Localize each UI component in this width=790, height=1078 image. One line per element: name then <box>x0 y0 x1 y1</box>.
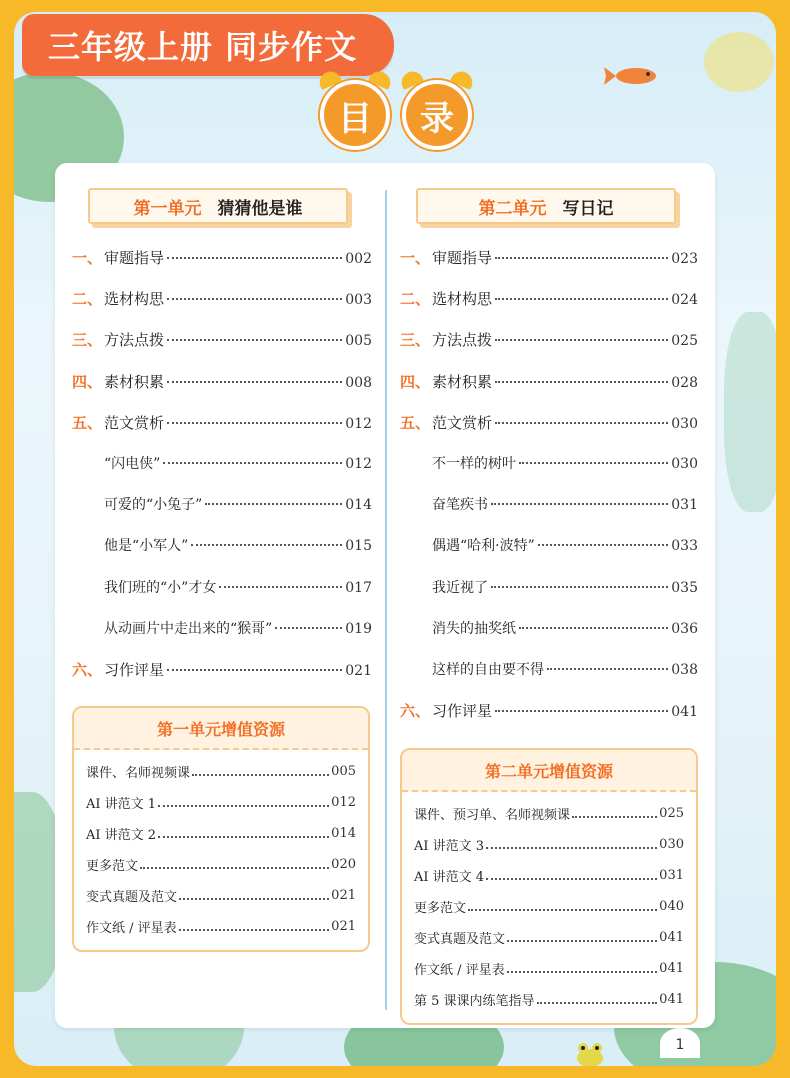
dot-leader <box>179 929 330 931</box>
toc-entry-number: 四、 <box>400 372 431 391</box>
toc-entry-label: 习作评星 <box>104 661 165 679</box>
dot-leader <box>537 1002 658 1004</box>
toc-entry[interactable] <box>400 700 698 722</box>
dot-leader <box>538 544 669 546</box>
unit-name: 写日记 <box>562 198 614 219</box>
toc-entry-page: 023 <box>671 251 698 267</box>
toc-entry[interactable] <box>72 535 372 557</box>
dot-leader <box>167 422 342 424</box>
toc-entry-label: 他是“小军人” <box>104 538 189 555</box>
toc-entry[interactable] <box>400 412 698 434</box>
toc-entry[interactable] <box>72 329 372 351</box>
resources-title: 第一单元增值资源 <box>74 708 368 750</box>
dot-leader <box>140 867 329 869</box>
resource-entry[interactable] <box>414 798 684 829</box>
toc-entry-label: 选材构思 <box>432 290 493 309</box>
toc-entry-page: 035 <box>671 579 698 596</box>
toc-entry-page: 003 <box>345 292 372 309</box>
toc-entry-label: 偶遇“哈利·波特” <box>432 538 535 555</box>
dot-leader <box>486 878 657 880</box>
resource-entry[interactable] <box>86 756 356 787</box>
dot-leader <box>167 339 342 341</box>
toc-entry-page: 002 <box>345 251 372 267</box>
dot-leader <box>219 586 342 588</box>
dot-leader <box>468 909 657 911</box>
dot-leader <box>486 847 657 849</box>
dot-leader <box>491 586 668 588</box>
toc-entry-page: 031 <box>671 497 698 514</box>
toc-entry-number: 二、 <box>400 290 431 309</box>
toc-entry[interactable] <box>72 618 372 640</box>
toc-entry[interactable] <box>400 494 698 516</box>
toc-entry-page: 036 <box>671 620 698 637</box>
toc-entry[interactable] <box>400 329 698 351</box>
toc-entry-label: 习作评星 <box>432 702 493 721</box>
toc-entry-label: 从动画片中走出来的“猴哥” <box>104 620 273 637</box>
dot-leader <box>158 805 329 807</box>
resource-page: 012 <box>331 795 356 810</box>
toc-entry-label: 选材构思 <box>104 290 165 309</box>
resource-entry[interactable] <box>86 911 356 942</box>
dot-leader <box>507 940 657 942</box>
resource-page: 021 <box>331 888 356 903</box>
toc-entry[interactable] <box>400 371 698 393</box>
resource-entry[interactable] <box>86 849 356 880</box>
resource-page: 021 <box>331 919 356 934</box>
toc-entry-page: 030 <box>671 456 698 472</box>
dot-leader <box>179 898 329 900</box>
toc-entry-label: 审题指导 <box>432 249 493 267</box>
resource-page: 041 <box>659 930 684 945</box>
resource-entry[interactable] <box>86 787 356 818</box>
toc-entry-page: 033 <box>671 538 698 555</box>
toc-entry-page: 014 <box>345 497 372 514</box>
dot-leader <box>158 836 329 838</box>
resource-label: 变式真题及范文 <box>86 890 178 905</box>
dot-leader <box>163 462 342 464</box>
dot-leader <box>495 381 668 383</box>
toc-entry-page: 012 <box>345 415 372 432</box>
resource-page: 020 <box>331 857 356 872</box>
dot-leader <box>205 503 342 505</box>
toc-entry[interactable] <box>72 288 372 310</box>
dot-leader <box>519 462 668 464</box>
lotus-leaf-decoration <box>724 312 776 512</box>
unit-number: 第二单元 <box>478 198 547 219</box>
dot-leader <box>507 971 658 973</box>
toc-entry-page: 021 <box>345 663 372 679</box>
toc-entry-number: 三、 <box>400 331 431 350</box>
unit-number: 第一单元 <box>133 198 202 219</box>
toc-entry-label: “闪电侠” <box>104 456 161 472</box>
toc-entry-page: 008 <box>345 374 372 391</box>
toc-entry-label: 可爱的“小兔子” <box>104 497 203 514</box>
resource-page: 040 <box>659 899 684 914</box>
resource-page: 041 <box>659 961 684 976</box>
resources-box <box>72 706 370 952</box>
alarm-clock-icon <box>402 80 472 150</box>
book-title-banner <box>22 14 394 76</box>
resource-label: AI 讲范文 1 <box>86 797 157 812</box>
resource-entry[interactable] <box>414 922 684 953</box>
dot-leader <box>192 774 329 776</box>
toc-entry-page: 038 <box>671 662 698 678</box>
resource-label: 课件、预习单、名师视频课 <box>414 808 571 823</box>
toc-entry[interactable] <box>400 453 698 475</box>
toc-entry[interactable] <box>400 618 698 640</box>
toc-entry-page: 041 <box>671 704 698 721</box>
resources-list <box>402 792 696 1023</box>
dot-leader <box>167 298 342 300</box>
unit-name: 猜猜他是谁 <box>217 198 303 219</box>
resources-box <box>400 748 698 1025</box>
toc-entry-page: 019 <box>345 620 372 637</box>
contents-title-char: 目 <box>338 98 372 139</box>
resource-label: AI 讲范文 3 <box>414 839 485 854</box>
toc-entry-page: 028 <box>671 374 698 391</box>
toc-entry-label: 审题指导 <box>104 249 165 267</box>
toc-entry-label: 这样的自由要不得 <box>432 662 544 678</box>
toc-entry-number: 五、 <box>72 413 103 432</box>
dot-leader <box>547 668 668 670</box>
resource-entry[interactable] <box>414 829 684 860</box>
resource-label: AI 讲范文 4 <box>414 870 485 885</box>
toc-entry-number: 六、 <box>72 661 103 679</box>
dot-leader <box>519 627 668 629</box>
toc-entry-label: 消失的抽奖纸 <box>432 620 516 637</box>
dot-leader <box>572 816 657 818</box>
toc-entry-label: 范文赏析 <box>432 413 493 432</box>
resource-page: 005 <box>331 764 356 779</box>
resources-title: 第二单元增值资源 <box>402 750 696 792</box>
resource-label: AI 讲范文 2 <box>86 828 157 843</box>
toc-entry-number: 五、 <box>400 413 431 432</box>
toc-entry-label: 方法点拨 <box>432 331 493 350</box>
dot-leader <box>495 710 668 712</box>
fish-icon <box>602 64 666 88</box>
toc-entry-label: 奋笔疾书 <box>432 497 488 514</box>
resource-label: 变式真题及范文 <box>414 932 506 947</box>
toc-entry[interactable] <box>72 247 372 269</box>
toc-entry-number: 一、 <box>72 249 103 267</box>
dot-leader <box>167 257 342 259</box>
toc-entry-page: 017 <box>345 579 372 596</box>
toc-entry-label: 素材积累 <box>432 372 493 391</box>
toc-entry[interactable] <box>72 412 372 434</box>
resource-entry[interactable] <box>414 860 684 891</box>
toc-entry[interactable] <box>400 577 698 599</box>
toc-entry[interactable] <box>72 494 372 516</box>
dot-leader <box>495 339 668 341</box>
toc-entry-page: 024 <box>671 292 698 309</box>
alarm-clock-icon <box>320 80 390 150</box>
resource-label: 更多范文 <box>414 901 467 916</box>
resource-page: 030 <box>659 837 684 852</box>
resource-entry[interactable] <box>414 953 684 984</box>
toc-entry[interactable] <box>72 453 372 475</box>
toc-entry-page: 015 <box>345 538 372 555</box>
toc-entry-number: 三、 <box>72 331 103 350</box>
dot-leader <box>491 503 668 505</box>
resource-page: 025 <box>659 806 684 821</box>
lotus-leaf-decoration <box>704 32 774 92</box>
toc-entry[interactable] <box>72 371 372 393</box>
unit-header <box>416 188 676 224</box>
dot-leader <box>191 544 342 546</box>
toc-entry[interactable] <box>400 659 698 681</box>
column-divider <box>385 190 387 1010</box>
frog-icon <box>574 1040 606 1066</box>
resource-entry[interactable] <box>414 891 684 922</box>
resource-entry[interactable] <box>86 818 356 849</box>
resource-entry[interactable] <box>414 984 684 1015</box>
toc-entry-label: 方法点拨 <box>104 331 165 350</box>
toc-entry-page: 012 <box>345 456 372 472</box>
toc-entry-number: 一、 <box>400 249 431 267</box>
dot-leader <box>495 298 668 300</box>
dot-leader <box>275 627 342 629</box>
dot-leader <box>167 381 342 383</box>
toc-entry-label: 范文赏析 <box>104 413 165 432</box>
resource-label: 第 5 课课内练笔指导 <box>414 994 535 1009</box>
dot-leader <box>495 257 668 259</box>
resource-label: 更多范文 <box>86 859 139 874</box>
toc-entry[interactable] <box>400 288 698 310</box>
resource-page: 031 <box>659 868 684 883</box>
toc-entry-label: 我近视了 <box>432 579 488 596</box>
book-title: 三年级上册 同步作文 <box>48 28 358 66</box>
toc-entry[interactable] <box>400 535 698 557</box>
dot-leader <box>167 669 342 671</box>
resources-list <box>74 750 368 950</box>
toc-entry[interactable] <box>400 247 698 269</box>
page-number: 1 <box>660 1028 700 1058</box>
toc-entry-page: 025 <box>671 333 698 350</box>
toc-entry-number: 四、 <box>72 372 103 391</box>
toc-entry-page: 030 <box>671 415 698 432</box>
toc-entry-page: 005 <box>345 333 372 350</box>
resource-page: 014 <box>331 826 356 841</box>
toc-entry[interactable] <box>72 659 372 681</box>
toc-entry-number: 六、 <box>400 702 431 721</box>
toc-entry-number: 二、 <box>72 290 103 309</box>
resource-label: 作文纸 / 评星表 <box>86 921 177 936</box>
resource-page: 041 <box>659 992 684 1007</box>
dot-leader <box>495 422 668 424</box>
resource-label: 课件、名师视频课 <box>86 766 191 781</box>
unit-header <box>88 188 348 224</box>
toc-entry[interactable] <box>72 577 372 599</box>
resource-label: 作文纸 / 评星表 <box>414 963 505 978</box>
toc-entry-label: 不一样的树叶 <box>432 456 516 472</box>
toc-entry-label: 我们班的“小”才女 <box>104 579 217 596</box>
resource-entry[interactable] <box>86 880 356 911</box>
toc-entry-label: 素材积累 <box>104 372 165 391</box>
contents-title-char: 录 <box>420 98 454 139</box>
